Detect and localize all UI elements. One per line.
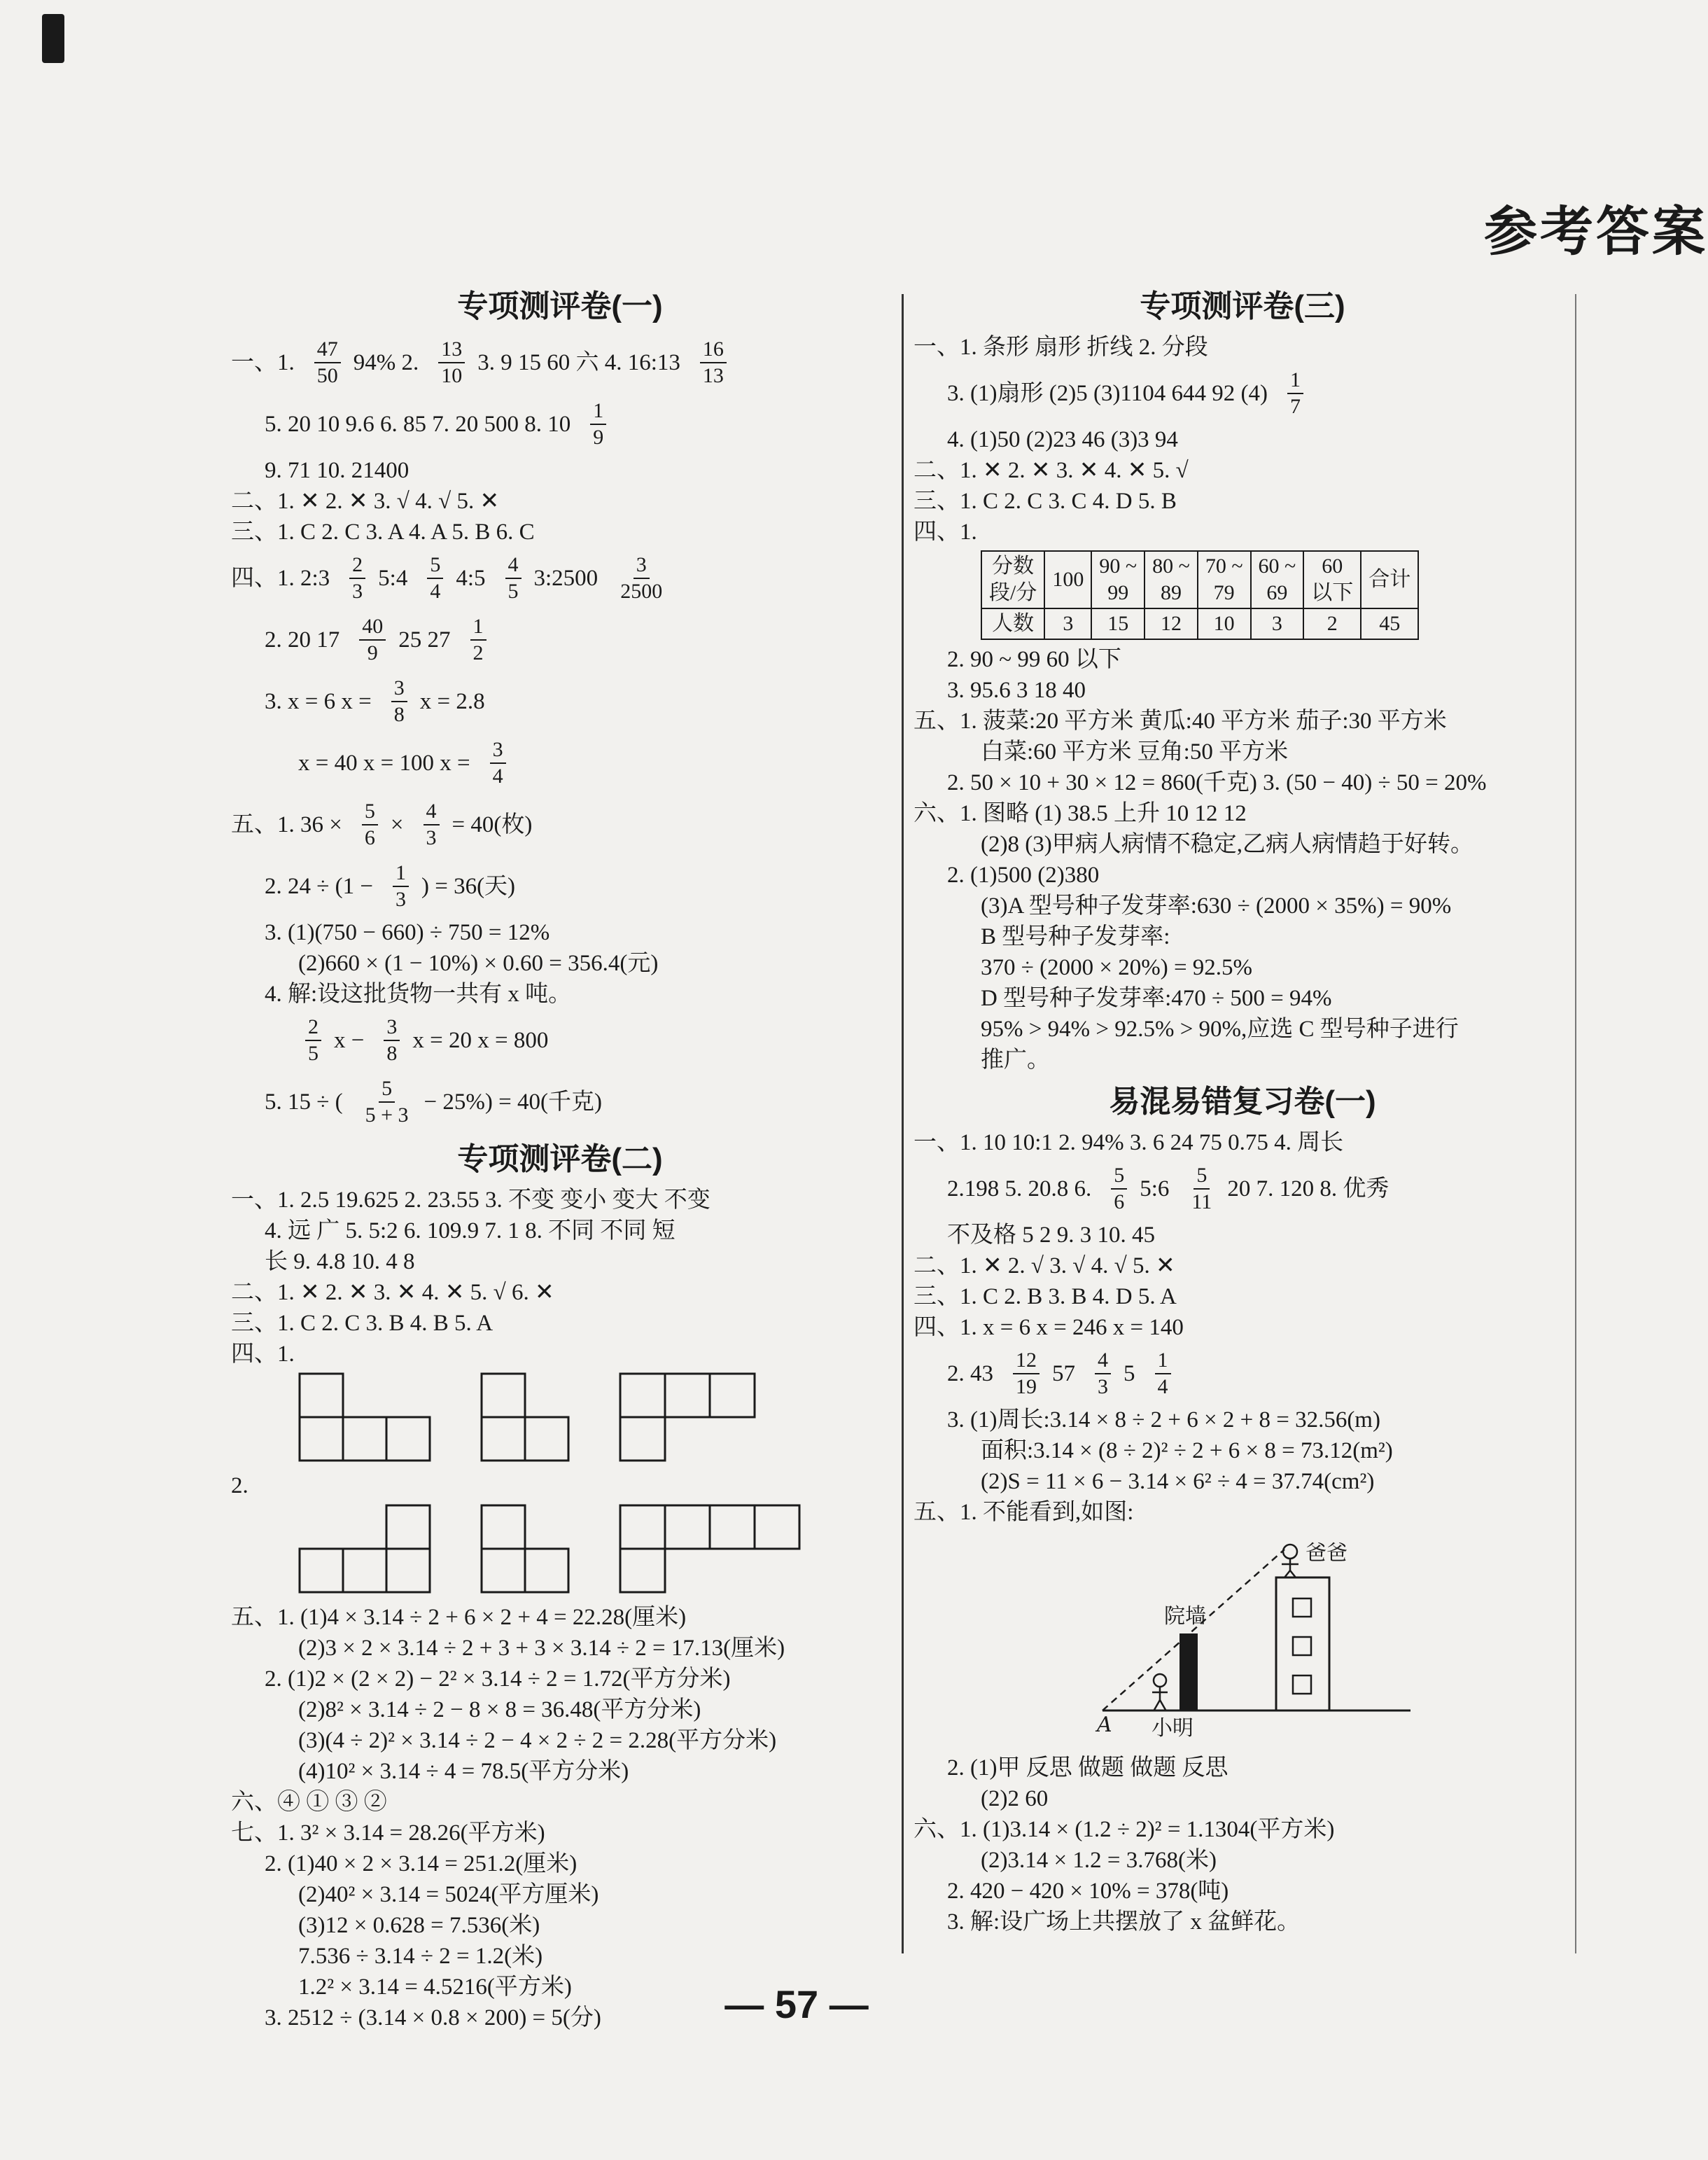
table-cell: 90 ~ 99 — [1091, 551, 1144, 608]
column-divider — [902, 294, 904, 1953]
answer-line: 370 ÷ (2000 × 20%) = 92.5% — [981, 955, 1253, 980]
answer-line: 7.536 ÷ 3.14 ÷ 2 = 1.2(米) — [298, 1944, 543, 1969]
table-cell: 70 ~ 79 — [1198, 551, 1251, 608]
fraction: $\frac{3}{8}$ — [391, 676, 407, 727]
fraction: $\frac{12}{19}$ — [1013, 1348, 1040, 1400]
right-column — [913, 280, 1572, 1937]
answer-line: 4. 远 广 5. 5:2 6. 109.9 7. 1 8. 不同 不同 短 — [265, 1218, 676, 1243]
answer-line: 一、1. 条形 扇形 折线 2. 分段 — [913, 335, 1208, 360]
fraction: $\frac{5}{6}$ — [1111, 1163, 1127, 1215]
fraction: $\frac{1}{9}$ — [590, 398, 606, 450]
answer-line: 3. (1)扇形 (2)5 (3)1104 644 92 (4) $\frac{1}{7}$ — [913, 363, 1572, 424]
table-row — [981, 608, 1418, 639]
fraction: $\frac{13}{10}$ — [438, 337, 465, 389]
answer-line: 四、1. 2:3 $\frac{2}{3}$ 5:4 $\frac{5}{4}$ 4:5 $\frac{4}{5}$ 3:2500 $\frac{3}{2500}$ — [231, 548, 889, 609]
answer-line: 三、1. C 2. C 3. C 4. D 5. B — [913, 489, 1177, 514]
fraction: $\frac{2}{5}$ — [305, 1015, 321, 1066]
cube-net — [480, 1372, 570, 1463]
answer-line: (2)3.14 × 1.2 = 3.768(米) — [981, 1848, 1217, 1873]
cube-nets-row-2 — [298, 1504, 889, 1595]
label-point-a: A — [1097, 1713, 1112, 1737]
fraction: $\frac{2}{3}$ — [349, 552, 365, 604]
answer-line: 2. (1)甲 反思 做题 做题 反思 — [947, 1755, 1228, 1781]
table-cell: 3 — [1044, 608, 1091, 639]
answer-line: (4)10² × 3.14 ÷ 4 = 78.5(平方分米) — [298, 1759, 629, 1784]
page-number: — 57 — — [724, 1982, 869, 2026]
table-cell: 合计 — [1361, 551, 1418, 608]
answer-line: (3)A 型号种子发芽率:630 ÷ (2000 × 35%) = 90% — [981, 893, 1452, 919]
fraction: $\frac{1}{7}$ — [1287, 368, 1303, 419]
answer-line: $\frac{2}{5}$ x − $\frac{3}{8}$ x = 20 x = 800 — [231, 1010, 889, 1071]
section-title-test-2: 专项测评卷(二) — [457, 1142, 663, 1176]
cube-net — [480, 1504, 570, 1595]
table-cell: 45 — [1361, 608, 1418, 639]
answer-line: 七、1. 3² × 3.14 = 28.26(平方米) — [231, 1820, 545, 1846]
table-cell: 12 — [1144, 608, 1198, 639]
answer-line: 六、1. (1)3.14 × (1.2 ÷ 2)² = 1.1304(平方米) — [913, 1817, 1335, 1842]
page-header-title: 参考答案 — [1484, 203, 1708, 262]
answer-line: 一、1. 10 10:1 2. 94% 3. 6 24 75 0.75 4. 周长 — [913, 1130, 1344, 1155]
answer-line: 1.2² × 3.14 = 4.5216(平方米) — [298, 1974, 572, 2000]
answer-line: 2. (1)2 × (2 × 2) − 2² × 3.14 ÷ 2 = 1.72(平方分米) — [265, 1666, 731, 1692]
answer-line: 2. (1)500 (2)380 — [947, 863, 1100, 888]
answer-line: 3. 95.6 3 18 40 — [947, 678, 1086, 703]
table-cell: 15 — [1091, 608, 1144, 639]
fraction: $\frac{1}{3}$ — [393, 860, 409, 912]
section-title-test-3: 专项测评卷(三) — [1140, 289, 1345, 323]
answer-line: (2)3 × 2 × 3.14 ÷ 2 + 3 + 3 × 3.14 ÷ 2 = 17.13(厘米) — [298, 1636, 785, 1661]
answer-line: 六、④ ① ③ ② — [231, 1790, 387, 1815]
binding-mark — [42, 14, 64, 63]
answer-line: (3)(4 ÷ 2)² × 3.14 ÷ 2 − 4 × 2 ÷ 2 = 2.28(平方分米) — [298, 1728, 777, 1753]
answer-line: x = 40 x = 100 x = $\frac{3}{4}$ — [231, 732, 889, 794]
answer-line: 2. — [231, 1473, 248, 1498]
cube-nets-row-1 — [298, 1372, 889, 1463]
right-edge-rule — [1575, 294, 1576, 1953]
answer-line: 二、1. ✕ 2. ✕ 3. ✕ 4. ✕ 5. √ — [913, 458, 1189, 483]
fraction: $\frac{40}{9}$ — [359, 614, 386, 666]
answer-line: 3. (1)(750 − 660) ÷ 750 = 12% — [265, 920, 550, 945]
answer-line: 一、1. 2.5 19.625 2. 23.55 3. 不变 变小 变大 不变 — [231, 1187, 710, 1213]
table-cell: 2 — [1303, 608, 1361, 639]
answer-line: 三、1. C 2. C 3. B 4. B 5. A — [231, 1311, 493, 1336]
table-row — [981, 551, 1418, 608]
answer-line: 4. 解:设这批货物一共有 x 吨。 — [265, 982, 572, 1007]
label-dad: 爸爸 — [1306, 1541, 1348, 1566]
answer-line: (3)12 × 0.628 = 7.536(米) — [298, 1913, 540, 1938]
answer-line: 五、1. 菠菜:20 平方米 黄瓜:40 平方米 茄子:30 平方米 — [913, 709, 1447, 734]
table-cell: 80 ~ 89 — [1144, 551, 1198, 608]
answer-line: 长 9. 4.8 10. 4 8 — [265, 1249, 415, 1274]
answer-line: 3. 2512 ÷ (3.14 × 0.8 × 200) = 5(分) — [265, 2005, 601, 2030]
table-cell: 60 以下 — [1303, 551, 1361, 608]
answer-line: 不及格 5 2 9. 3 10. 45 — [947, 1222, 1155, 1248]
answer-line: (2)8² × 3.14 ÷ 2 − 8 × 8 = 36.48(平方分米) — [298, 1697, 701, 1722]
fraction: $\frac{3}{8}$ — [384, 1015, 400, 1066]
answer-line: 95% > 94% > 92.5% > 90%,应选 C 型号种子进行 — [981, 1017, 1459, 1042]
section-title-review-1: 易混易错复习卷(一) — [1109, 1085, 1376, 1119]
fraction: $\frac{1}{2}$ — [470, 614, 486, 666]
answer-line: 面积:3.14 × (8 ÷ 2)² ÷ 2 + 6 × 8 = 73.12(m²) — [981, 1438, 1393, 1463]
answer-line: 5. 15 ÷ ( $\frac{5}{5 + 3}$ − 25%) = 40(千克) — [265, 1077, 602, 1127]
answer-line: 2. 24 ÷ (1 − $\frac{1}{3}$ ) = 36(天) — [265, 861, 516, 911]
answer-line: (2)S = 11 × 6 − 3.14 × 6² ÷ 4 = 37.74(cm²) — [981, 1469, 1375, 1494]
fraction: $\frac{5}{6}$ — [362, 799, 378, 851]
cube-net — [298, 1372, 431, 1463]
fraction: $\frac{1}{4}$ — [1155, 1348, 1171, 1400]
answer-line: 2. 50 × 10 + 30 × 12 = 860(千克) 3. (50 − 40) ÷ 50 = 20% — [947, 770, 1487, 795]
answer-line: (2)660 × (1 − 10%) × 0.60 = 356.4(元) — [298, 951, 659, 976]
answer-line: 3. (1)周长:3.14 × 8 ÷ 2 + 6 × 2 + 8 = 32.56(m) — [947, 1407, 1380, 1433]
answer-line: 推广。 — [981, 1047, 1050, 1073]
answer-line: 二、1. ✕ 2. √ 3. √ 4. √ 5. ✕ — [913, 1253, 1175, 1278]
answer-line: 2. (1)40 × 2 × 3.14 = 251.2(厘米) — [265, 1851, 578, 1876]
section-title-test-1: 专项测评卷(一) — [457, 289, 663, 323]
fraction: $\frac{5}{5 + 3}$ — [365, 1077, 409, 1127]
cube-net — [619, 1372, 759, 1463]
answer-line: 三、1. C 2. B 3. B 4. D 5. A — [913, 1284, 1177, 1309]
answer-line: 3. 解:设广场上共摆放了 x 盆鲜花。 — [947, 1909, 1301, 1935]
answer-line: 四、1. x = 6 x = 246 x = 140 — [913, 1315, 1184, 1340]
label-wall: 院墙 — [1164, 1604, 1206, 1629]
fraction: $\frac{5}{11}$ — [1191, 1164, 1212, 1213]
answer-line: 四、1. — [231, 1342, 295, 1367]
fraction: $\frac{4}{3}$ — [1095, 1348, 1111, 1400]
answer-line: 5. 20 10 9.6 6. 85 7. 20 500 8. 10 $\frac{1}{9}$ — [231, 393, 889, 455]
table-cell: 3 — [1251, 608, 1304, 639]
answer-line: 二、1. ✕ 2. ✕ 3. ✕ 4. ✕ 5. √ 6. ✕ — [231, 1280, 554, 1305]
answer-line: 五、1. 不能看到,如图: — [913, 1500, 1134, 1525]
answer-line: 2. 20 17 $\frac{40}{9}$ 25 27 $\frac{1}{2}$ — [231, 609, 889, 671]
answer-line: (2)40² × 3.14 = 5024(平方厘米) — [298, 1882, 599, 1907]
answer-line: (2)8 (3)甲病人病情不稳定,乙病人病情趋于好转。 — [981, 832, 1474, 857]
table-cell: 100 — [1044, 551, 1091, 608]
left-column — [231, 280, 889, 2033]
cube-net — [619, 1504, 801, 1595]
answer-line: 2. 420 − 420 × 10% = 378(吨) — [947, 1879, 1229, 1904]
table-cell: 分数 段/分 — [981, 551, 1044, 608]
answer-line: 白菜:60 平方米 豆角:50 平方米 — [981, 739, 1289, 765]
score-distribution-table — [981, 550, 1419, 640]
answer-line: 9. 71 10. 21400 — [265, 458, 410, 483]
answer-line: 2. 43 $\frac{12}{19}$ 57 $\frac{4}{3}$ 5 $\frac{1}{4}$ — [913, 1343, 1572, 1405]
cube-net — [298, 1504, 431, 1595]
answer-line: 三、1. C 2. C 3. A 4. A 5. B 6. C — [231, 520, 535, 545]
fraction: $\frac{5}{4}$ — [427, 552, 443, 604]
answer-line: 2. 90 ~ 99 60 以下 — [947, 647, 1121, 672]
answer-line: 五、1. 36 × $\frac{5}{6}$ × $\frac{4}{3}$ = 40(枚) — [231, 800, 533, 849]
line-of-sight-diagram — [1096, 1532, 1418, 1742]
answer-line: 4. (1)50 (2)23 46 (3)3 94 — [947, 427, 1178, 452]
answer-line: 五、1. (1)4 × 3.14 ÷ 2 + 6 × 2 + 4 = 22.28(厘米) — [231, 1605, 687, 1630]
fraction: $\frac{3}{4}$ — [490, 737, 506, 789]
answer-line: (2)2 60 — [981, 1786, 1049, 1811]
answer-line: D 型号种子发芽率:470 ÷ 500 = 94% — [981, 986, 1332, 1011]
fraction: $\frac{16}{13}$ — [700, 337, 727, 389]
answer-line: 二、1. ✕ 2. ✕ 3. √ 4. √ 5. ✕ — [231, 489, 500, 514]
fraction: $\frac{47}{50}$ — [314, 337, 341, 389]
answer-line: 3. x = 6 x = $\frac{3}{8}$ x = 2.8 — [265, 676, 485, 726]
table-cell: 60 ~ 69 — [1251, 551, 1304, 608]
table-cell: 人数 — [981, 608, 1044, 639]
answer-line: 2.198 5. 20.8 6. $\frac{5}{6}$ 5:6 $\frac{5}{11}$ 20 7. 120 8. 优秀 — [947, 1164, 1390, 1213]
answer-line: B 型号种子发芽率: — [981, 924, 1170, 949]
fraction: $\frac{4}{5}$ — [505, 552, 522, 604]
answer-line: 四、1. — [913, 520, 977, 545]
fraction: $\frac{4}{3}$ — [424, 799, 440, 851]
answer-line: 一、1. $\frac{47}{50}$ 94% 2. $\frac{13}{10}$ 3. 9 15 60 六 4. 16:13 $\frac{16}{13}$ — [231, 332, 889, 393]
table-cell: 10 — [1198, 608, 1251, 639]
fraction: $\frac{3}{2500}$ — [620, 553, 663, 603]
answer-line: 六、1. 图略 (1) 38.5 上升 10 12 12 — [913, 801, 1247, 826]
label-xiaoming: 小明 — [1152, 1716, 1194, 1741]
